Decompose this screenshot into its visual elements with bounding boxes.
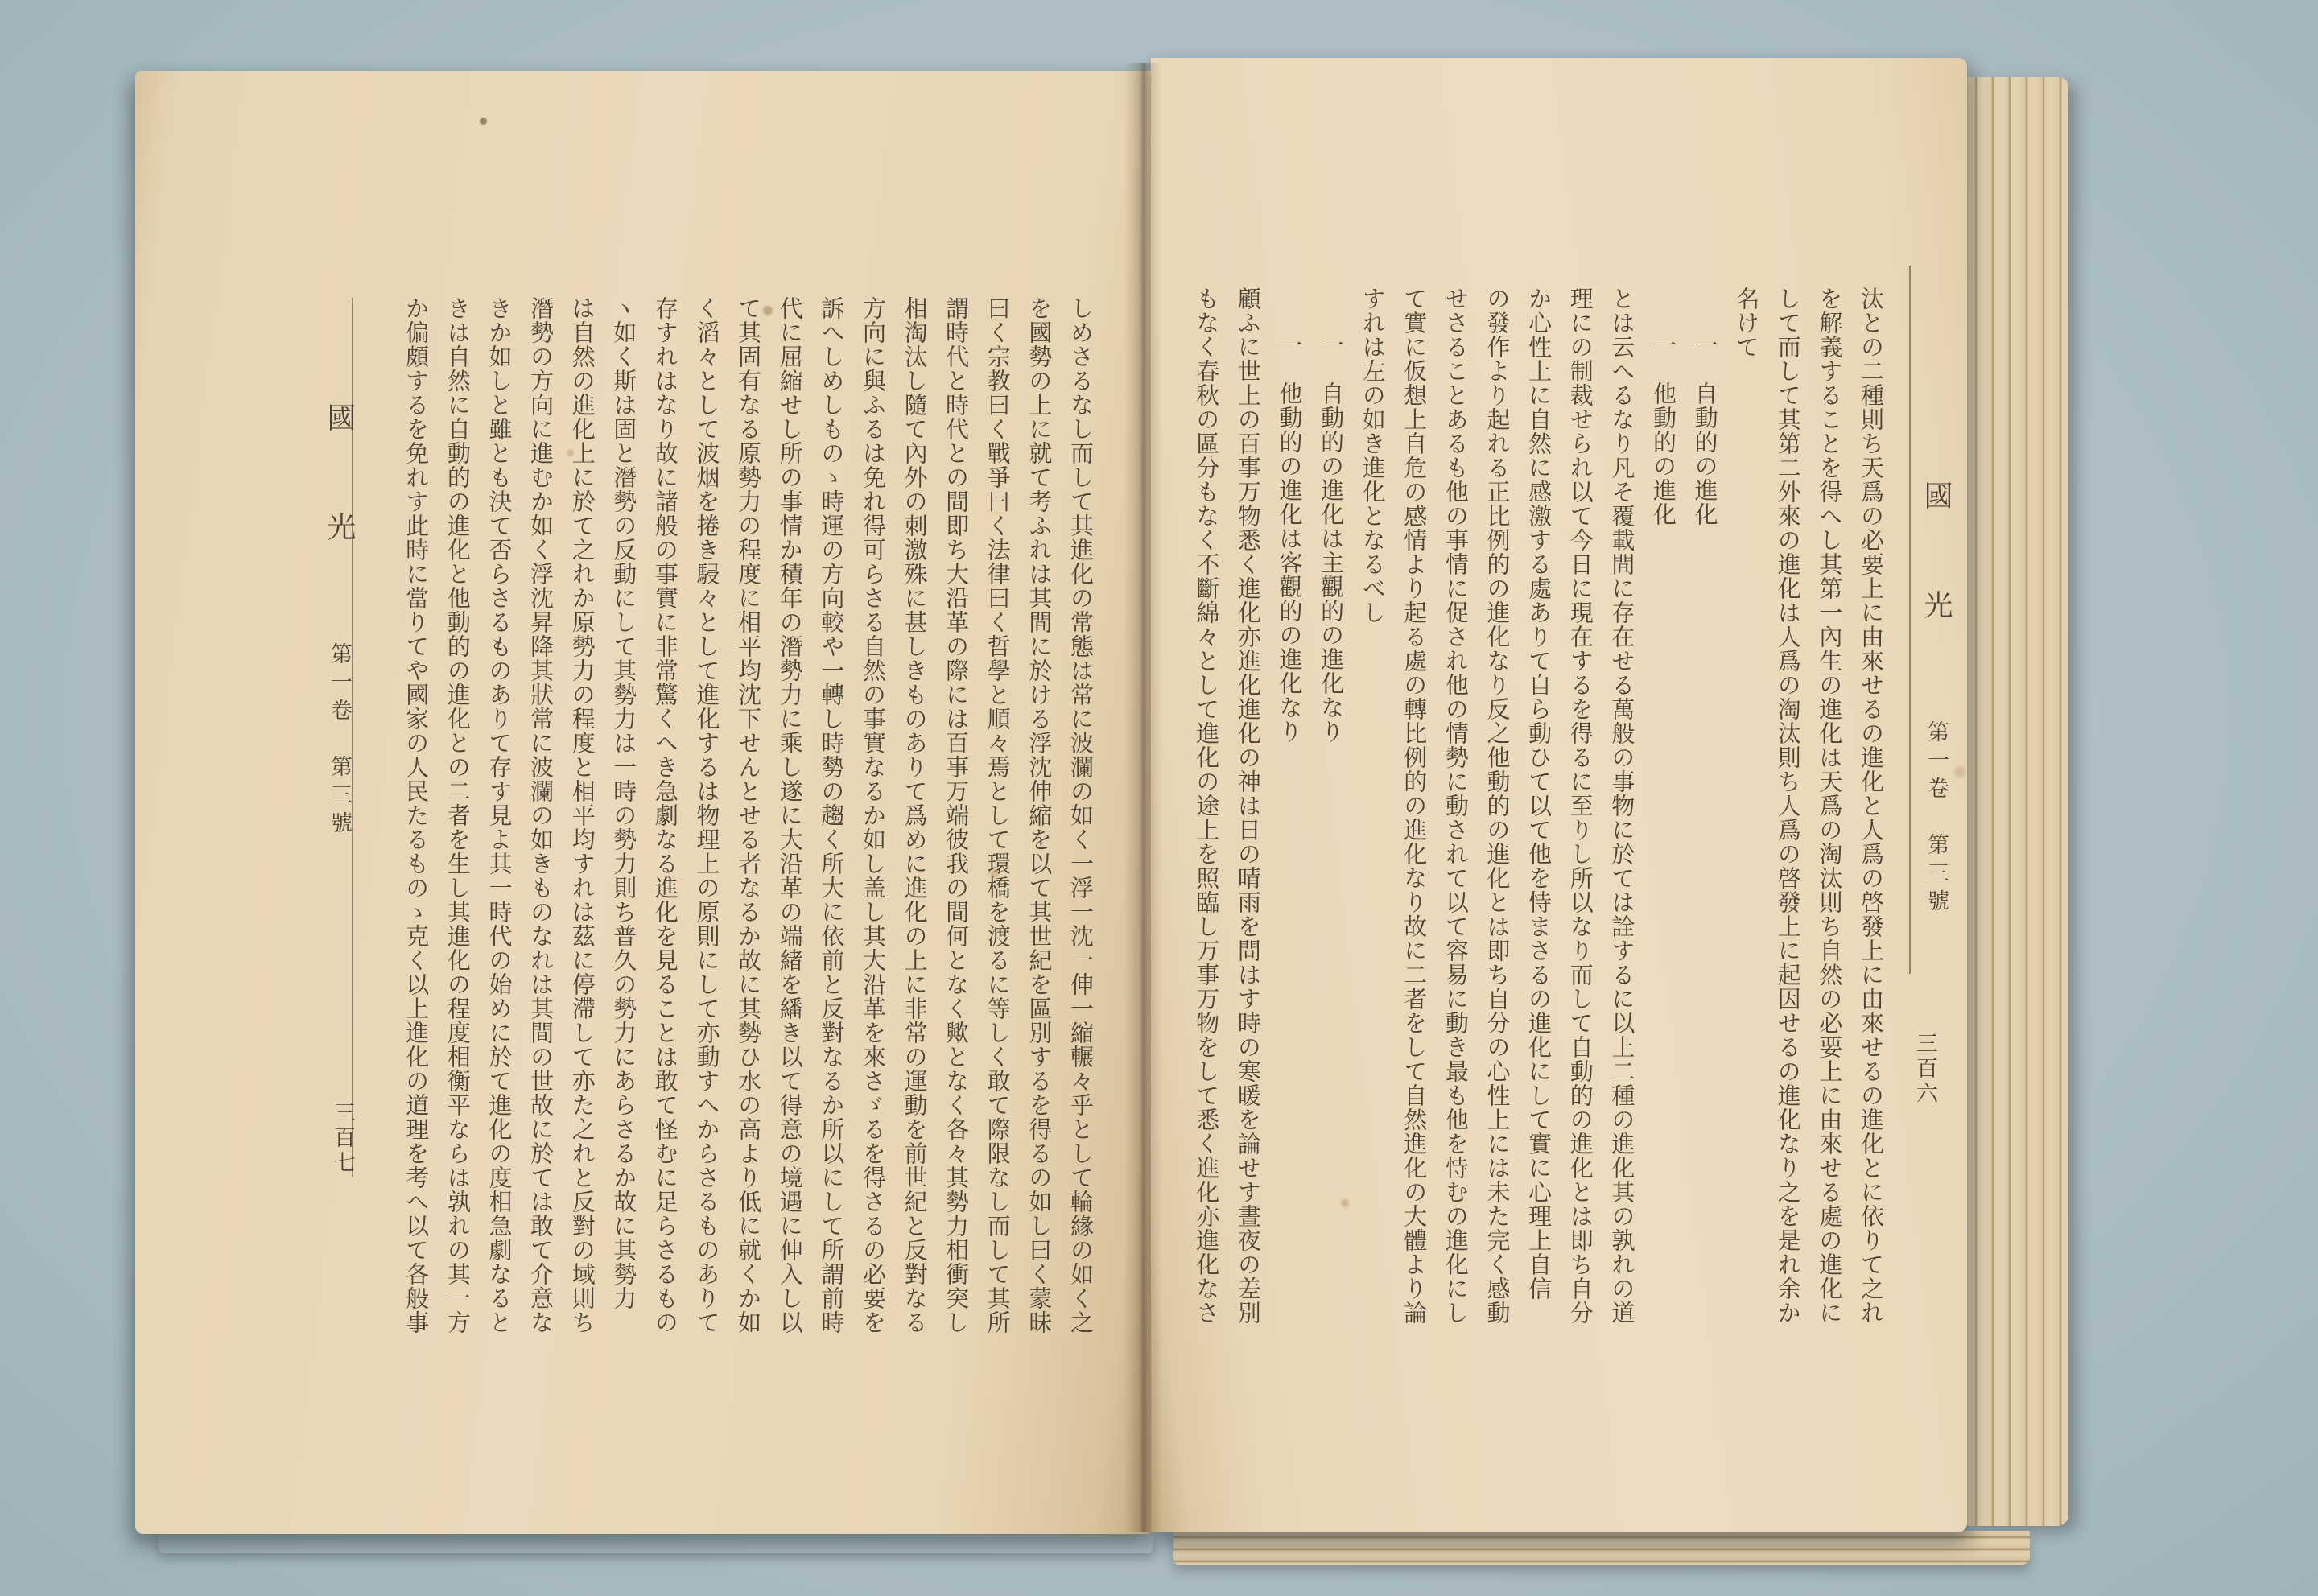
text-column: して而して其第二外來の進化は人爲の淘汰則ち人爲の啓發上に起因せるの進化なり之を是れ余か [1774, 287, 1802, 1325]
page-stack-right-edge [1967, 77, 2068, 1526]
magazine-title: 國光 [323, 402, 356, 621]
text-column: 理にの制裁せられ以て今日に現在するを得るに至りし所以なり而して自動的の進化とは即ち自分 [1566, 287, 1594, 1325]
volume-issue-label: 第一卷 第三號 [327, 642, 352, 839]
foxing-spot [480, 118, 487, 125]
text-column: て實に仮想上自危の感情より起る處の轉比例的の進化なり故に二者をして自然進化の大體より論 [1400, 287, 1429, 1325]
text-column: を國勢の上に就て考ふれは其間に於ける浮沈伸縮を以て其世紀を區別するを得るの如し曰く蒙昧 [1025, 296, 1054, 1334]
text-column: 曰く宗教曰く戰爭曰く法律曰く哲學と順々焉として環橋を渡るに等しく敢て際限なし而して其所 [984, 296, 1012, 1334]
text-column: 顧ふに世上の百事万物悉く進化亦進化進化の神は日の晴雨を問はす時の寒暖を論せす晝夜の差別 [1234, 287, 1262, 1325]
text-column: 一 他動的の進化は客觀的の進化なり [1276, 333, 1304, 744]
text-column: しめさるなし而して其進化の常態は常に波瀾の如く一浮一沈一伸一縮輾々乎として輪緣の如く之 [1067, 296, 1095, 1334]
left-page [135, 71, 1151, 1534]
text-column: 相淘汰し隨て內外の刺激殊に甚しきものありて爲めに進化の上に非常の運動を前世紀と反對なる [901, 296, 929, 1334]
text-column: 潛勢の方向に進むか如く浮沈昇降其狀常に波瀾の如きものなれは其間の世故に於ては敢て介意な [527, 296, 555, 1334]
text-column: ヽ如く斯は固と潛勢の反動にして其勢力は一時の勢力則ち普久の勢力にあらさるか故に其勢力 [610, 296, 638, 1310]
text-column: きか如しと雖とも決て否らさるものありて存す見よ其一時代の始めに於て進化の度相急劇なると [485, 296, 514, 1334]
text-column: て其固有なる原勢力の程度に相平均沈下せんとせる者なるか故に其勢ひ水の高より低に就くか如 [735, 296, 763, 1334]
page-stack-bottom-left-edge [158, 1532, 1153, 1553]
right-page-columns [1182, 287, 1891, 1455]
text-column: 方向に與ふるは免れ得可らさる自然の事實なるか如し盖し其大沿革を來さゞるを得さるの必要を [859, 296, 887, 1334]
text-column: すれは左の如き進化となるべし [1359, 287, 1387, 625]
text-column: 一 他動的の進化 [1649, 333, 1677, 526]
text-column: く滔々として波烟を捲き駸々として進化するは物理上の原則にして亦動すへからさるものありて [693, 296, 721, 1334]
magazine-title: 國光 [1920, 480, 1953, 699]
page-stack-bottom-right-edge [1173, 1531, 2030, 1565]
left-page-columns [361, 296, 1101, 1465]
text-column: せさることあるも他の事情に促され他の情勢に動されて以て容易に動き最も他を恃むの進化にし [1442, 287, 1470, 1325]
text-column: の發作より起れる正比例的の進化なり反之他動的の進化とは即ち自分の心性上には未た完く感動 [1483, 287, 1512, 1325]
text-column: か偏頗するを免れす此時に當りてや國家の人民たるものゝ克く以上進化の道理を考へ以て各般事 [402, 296, 431, 1334]
text-column: 謂時代と時代との間即ち大沿革の際には百事万端彼我の間何となく歟となく各々其勢力相衝突し [942, 296, 971, 1334]
right-page [1151, 58, 1967, 1532]
text-column: 一 自動的の進化は主觀的の進化なり [1318, 333, 1346, 744]
left-margin-label [319, 402, 360, 839]
text-column: 名けて [1733, 287, 1761, 359]
text-column: か心性上に自然に感激する處ありて自ら動ひて以て他を恃まさるの進化にして實に心理上自信 [1525, 287, 1553, 1301]
text-column: 存すれはなり故に諸般の事實に非常驚くへき急劇なる進化を見ることは敢て怪むに足らさるもの [651, 296, 679, 1334]
text-column: きは自然に自動的の進化と他動的の進化との二者を生し其進化の程度相衡平ならは孰れの其一方 [443, 296, 472, 1334]
text-column: は自然の進化上に於て之れか原勢力の程度と相平均すれは茲に停滯して亦た之れと反對の域則ち [568, 296, 596, 1334]
text-column: とは云へるなり凡そ覆載間に存在せる萬般の事物に於ては詮するに以上二種の進化其の孰れの道 [1608, 287, 1636, 1325]
text-column: 一 自動的の進化 [1691, 333, 1719, 526]
text-column: を解義することを得へし其第一內生の進化は天爲の淘汰則ち自然の必要上に由來せる處の進化に [1816, 287, 1844, 1325]
text-column: 訴へしめしものゝ時運の方向較や一轉し時勢の趨く所大に依前と反對なるか所以にして所謂前時 [818, 296, 846, 1334]
text-column: もなく春秋の區分もなく不斷綿々として進化の途上を照臨し万事万物をして悉く進化亦進化なさ [1193, 287, 1221, 1325]
left-page-number: 三百七 [330, 1101, 355, 1176]
right-margin-label [1916, 480, 1957, 918]
right-margin-rule [1909, 266, 1911, 974]
right-page-number: 三百六 [1912, 1032, 1937, 1107]
text-column: 代に屈縮せし所の事情か積年の潛勢力に乘し遂に大沿革の端緒を繙き以て得意の境遇に伸入し以 [776, 296, 804, 1334]
volume-issue-label: 第一卷 第三號 [1924, 720, 1949, 918]
text-column: 汰との二種則ち天爲の必要上に由來せるの進化と人爲の啓發上に由來せるの進化とに依りて之れ [1858, 287, 1885, 1325]
book-gutter-shadow [1124, 63, 1162, 1532]
